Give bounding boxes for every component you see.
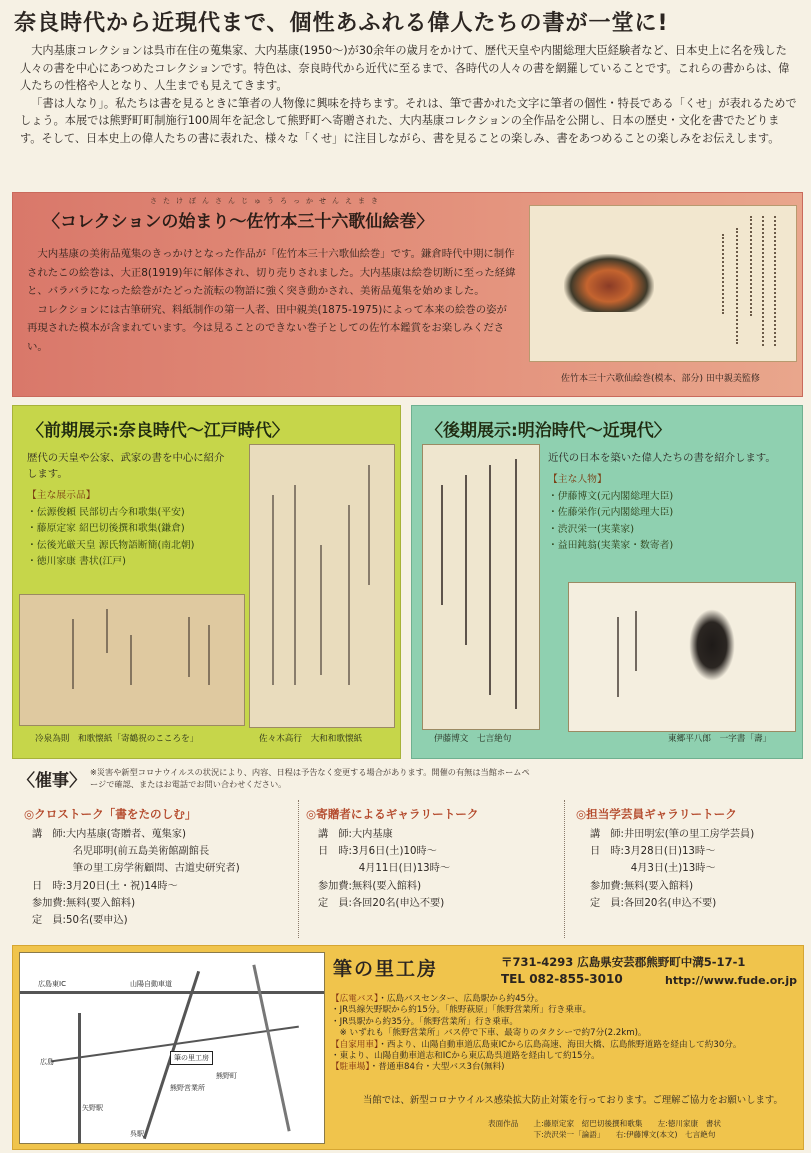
late-exhibit-title: 〈後期展示:明治時代〜近現代〉	[426, 421, 671, 441]
calligraphy-stroke	[722, 234, 732, 314]
intro-paragraph-2: 「書は人なり」。私たちは書を見るときに筆者の人物像に興味を持ちます。それは、筆で書かれた文字に筆者の個性・特長である「くせ」が表れるためでしょう。本展では熊野町町制施行100周年を記念して熊野町へ寄贈された、大内基康コレクションの全作品を公開し、日本の歴史・文化を書でたどります。そして、日本史上の偉人たちの書に表れた、様々な「くせ」に注目しながら、書を見ることの楽しみ、書をあつめることの楽しみをお伝えします。	[20, 96, 797, 145]
map-label: 熊野町	[216, 1072, 237, 1080]
event-detail-line: 名児耶明(前五島美術館副館長	[32, 846, 210, 858]
access-map	[19, 952, 325, 1144]
ink-character-mark	[689, 609, 735, 681]
credit-line: 下:渋沢栄一「論語」 右:伊藤博文(本文) 七言絶句	[488, 1130, 716, 1139]
event-detail-line: 4月3日(土)13時〜	[590, 863, 716, 875]
calligraphy-stroke	[736, 228, 746, 344]
event-detail-line: 筆の里工房学術顧問、古道史研究者)	[32, 863, 240, 875]
list-item: ・伊藤博文(元内閣総理大臣)	[548, 490, 674, 502]
covid-notice: 当館では、新型コロナウイルス感染拡大防止対策を行っております。ご理解ご協力をお願いします。	[363, 1095, 783, 1106]
list-item: ・佐藤栄作(元内閣総理大臣)	[548, 507, 674, 519]
reizei-calligraphy-image	[19, 594, 245, 726]
late-caption-1: 伊藤博文 七言絶句	[434, 734, 512, 744]
list-item: ・藤原定家 紹巴切後撰和歌集(鎌倉)	[27, 523, 185, 535]
list-item: ・渋沢栄一(実業家)	[548, 523, 635, 535]
collection-paragraph-2: コレクションには古筆研究、料紙制作の第一人者、田中親美(1875-1975)によって本来の絵巻の姿が再現された模本が含まれています。今は見ることのできない巻子としての佐竹本鑑賞をお楽しみください。	[27, 303, 507, 353]
collection-body	[27, 245, 517, 357]
map-road	[78, 1013, 81, 1143]
intro-text	[20, 42, 798, 148]
event-detail-line: 日 時:3月28日(日)13時〜	[590, 846, 716, 858]
scroll-painting-image	[529, 205, 797, 362]
calligraphy-stroke	[774, 216, 784, 346]
museum-phone[interactable]: TEL 082-855-3010	[501, 972, 623, 986]
collection-title: 〈コレクションの始まり〜佐竹本三十六歌仙絵巻〉	[43, 212, 434, 232]
list-item: ・益田鈍翁(実業家・数寄者)	[548, 540, 674, 552]
map-label: 矢野駅	[82, 1104, 103, 1112]
event-1-details	[32, 826, 240, 929]
late-caption-2: 東郷平八郎 一字書「壽」	[668, 734, 772, 744]
event-detail-line: 定 員:各回20名(申込不要)	[318, 897, 445, 909]
map-road	[20, 991, 324, 994]
ito-calligraphy-image	[422, 444, 540, 730]
early-exhibit-desc: 歴代の天皇や公家、武家の書を中心に紹介します。	[27, 452, 225, 480]
late-exhibit-list	[548, 472, 673, 555]
events-note: ※災害や新型コロナウイルスの状況により、内容、日程は予告なく変更する場合があります。開催の有無は当館ホームページで確認、またはお電話でお問い合わせください。	[90, 767, 530, 789]
calligraphy-stroke	[762, 216, 772, 346]
early-exhibit-title: 〈前期展示:奈良時代〜江戸時代〉	[27, 421, 289, 441]
event-divider	[564, 800, 565, 938]
map-label: 広島	[40, 1058, 54, 1066]
early-exhibit-panel	[12, 405, 401, 759]
access-line: 【広電バス】・広島バスセンター、広島駅から約45分。	[331, 994, 544, 1004]
list-item: ・伝後光厳天皇 源氏物語断簡(南北朝)	[27, 539, 195, 551]
access-line: 【駐車場】・普通車84台・大型バス3台(無料)	[331, 1062, 505, 1073]
map-label: 広島東IC	[38, 980, 66, 988]
museum-name: 筆の里工房	[333, 958, 439, 980]
scroll-painting-figure	[564, 254, 654, 312]
map-road	[252, 965, 290, 1132]
title-ruby: さたけぼんさんじゅうろっかせんえまき	[150, 197, 384, 205]
event-3-details	[590, 826, 754, 912]
collection-paragraph-1: 大内基康の美術品蒐集のきっかけとなった作品が「佐竹本三十六歌仙絵巻」です。鎌倉時代中期に制作されたこの絵巻は、大正8(1919)年に解体され、切り売りされました。大内基康は絵巻切断に至った経緯と、バラバラになった絵巻がたどった流転の物語に強く突き動かされ、美術品蒐集を始めました。	[27, 248, 516, 298]
event-detail-line: 参加費:無料(要入館料)	[32, 897, 136, 909]
late-exhibit-desc: 近代の日本を築いた偉人たちの書を紹介します。	[548, 452, 776, 464]
sasaki-calligraphy-image	[249, 444, 395, 728]
access-line: ・JR呉線矢野駅から約15分。「熊野萩原」「熊野営業所」行き乗車。	[331, 1005, 592, 1016]
event-detail-line: 日 時:3月20日(土・祝)14時〜	[32, 880, 178, 892]
togo-calligraphy-image	[568, 582, 796, 732]
event-detail-line: 定 員:各回20名(申込不要)	[590, 897, 717, 909]
museum-address: 〒731-4293 広島県安芸郡熊野町中溝5-17-1	[501, 955, 746, 969]
early-caption-1: 冷泉為則 和歌懐紙「寄鶴祝のこころを」	[35, 734, 199, 744]
event-divider	[298, 800, 299, 938]
map-label: 熊野営業所	[170, 1084, 205, 1092]
event-detail-line: 講 師:大内基康	[318, 829, 393, 840]
map-museum-marker: 筆の里工房	[170, 1051, 213, 1065]
early-caption-2: 佐々木高行 大和和歌懐紙	[259, 734, 363, 744]
calligraphy-stroke	[750, 216, 760, 316]
map-label: 山陽自動車道	[130, 980, 172, 988]
events-title: 〈催事〉	[18, 771, 86, 791]
access-directions	[331, 994, 742, 1074]
access-line: ※ いずれも「熊野営業所」バス停で下車、最寄りのタクシーで約7分(2.2km)。	[331, 1028, 647, 1039]
late-list-heading: 【主な人物】	[548, 474, 607, 485]
collection-caption: 佐竹本三十六歌仙絵巻(模本、部分) 田中親美監修	[561, 374, 760, 384]
event-3-title: ◎担当学芸員ギャラリートーク	[576, 807, 737, 821]
map-label: 呉駅	[130, 1130, 144, 1138]
museum-info-panel	[12, 945, 804, 1150]
headline: 奈良時代から近現代まで、個性あふれる偉人たちの書が一堂に!	[14, 11, 669, 36]
event-1-title: ◎クロストーク「書をたのしむ」	[24, 807, 197, 821]
list-item: ・伝源俊頼 民部切古今和歌集(平安)	[27, 506, 185, 518]
access-line: ・JR呉駅から約35分。「熊野営業所」行き乗車。	[331, 1016, 519, 1027]
access-line: 【自家用車】・西より、山陽自動車道広島東ICから広島高速、海田大橋、広島熊野道路を経由して約30分。	[331, 1039, 742, 1050]
image-credits	[488, 1118, 721, 1140]
event-detail-line: 4月11日(日)13時〜	[318, 863, 451, 875]
event-detail-line: 定 員:50名(要申込)	[32, 915, 128, 927]
early-list-heading: 【主な展示品】	[27, 490, 96, 501]
credit-line: 表面作品 上:藤原定家 紹巴切後撰和歌集 左:徳川家康 書状	[488, 1119, 721, 1128]
event-detail-line: 講 師:井田明宏(筆の里工房学芸員)	[590, 829, 755, 840]
access-line: ・東より、山陽自動車道志和ICから東広島呉道路を経由して約15分。	[331, 1051, 600, 1062]
early-exhibit-list	[27, 488, 195, 571]
event-detail-line: 参加費:無料(要入館料)	[318, 880, 422, 892]
list-item: ・徳川家康 書状(江戸)	[27, 556, 126, 568]
event-detail-line: 参加費:無料(要入館料)	[590, 880, 694, 892]
event-2-title: ◎寄贈者によるギャラリートーク	[306, 807, 479, 821]
collection-panel	[12, 192, 803, 397]
late-exhibit-panel	[411, 405, 803, 759]
event-detail-line: 日 時:3月6日(土)10時〜	[318, 846, 437, 858]
museum-website-link[interactable]: http://www.fude.or.jp	[665, 974, 797, 987]
event-detail-line: 講 師:大内基康(寄贈者、蒐集家)	[32, 829, 187, 840]
event-2-details	[318, 826, 450, 912]
intro-paragraph-1: 大内基康コレクションは呉市在住の蒐集家、大内基康(1950〜)が30余年の歳月をかけて、歴代天皇や内閣総理大臣経験者など、日本史上に名を残した人々の書を中心にあつめたコレクションです。特色は、奈良時代から近代に至るまで、各時代の人々の書を網羅していることです。これらの書からは、偉人たちの性格や人となり、人生までも見えてきます。	[20, 44, 790, 93]
